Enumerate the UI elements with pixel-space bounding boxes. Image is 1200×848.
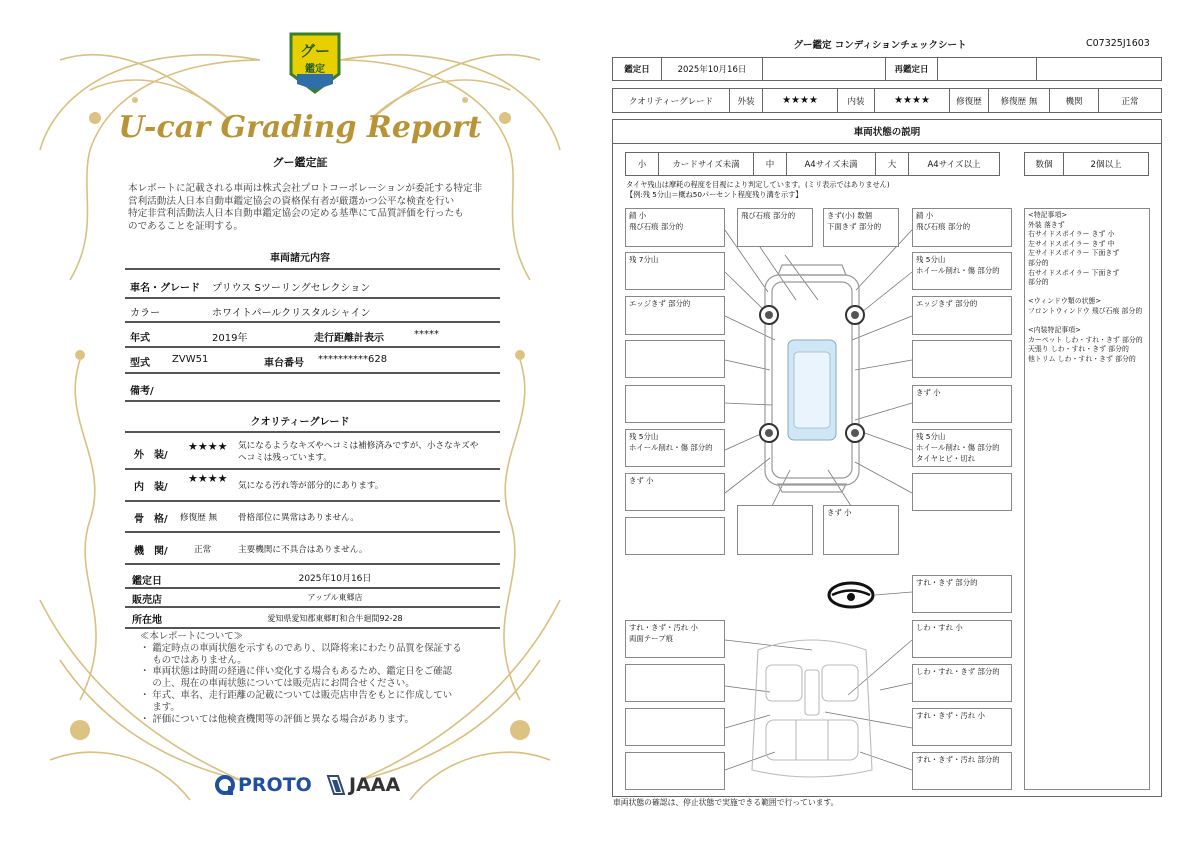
model-value: ZVW51 [172,354,209,365]
badge-top-text: グー [299,42,330,60]
remarks-label: 備考/ [130,386,154,397]
engine-label-cell: 機関 [1049,88,1099,113]
divider [125,372,500,374]
mileage-value: ***** [414,329,439,340]
count-value-cell: 2個以上 [1063,152,1149,176]
legend-large: 大 [875,152,909,176]
special-notes-panel: <特記事項> 外装 落きず 右サイドスポイラー きず 小 左サイドスポイラー きず 中 左サイドスポイラー 下面きず 部分的 右サイドスポイラー 下面きず 部分的 <ウィンドウ類の状態> フロントウィンドウ 飛び石痕 部分的 <内装特記事項> カーペット しわ・すれ・きず 部分的 天張り しわ・すれ・きず 部分的 他トリム しわ・すれ・きず 部分的 [1024,208,1150,790]
chassis-value: **********628 [318,354,388,365]
script-title: U-car Grading Report [118,109,482,145]
legend-large-desc: A4サイズ以上 [908,152,1000,176]
car-name-value: プリウス Sツーリングセレクション [212,283,371,294]
grade-label-cell: クオリティーグレード [612,88,730,113]
damage-box-trunk-right: すれ・きず・汚れ 部分的 [912,752,1012,790]
year-label: 年式 [130,333,150,344]
divider [125,431,500,433]
int-label-cell: 内装 [837,88,875,113]
divider [125,297,500,299]
damage-box-rear-left [625,517,725,555]
car-name-label: 車名・グレード [130,283,200,294]
damage-box-right-mid [912,340,1012,378]
divider [125,346,500,348]
proto-logo [214,772,312,798]
date-label-cell: 鑑定日 [612,57,662,81]
engine-value: 正常 [194,545,212,555]
sheet-footer: 車両状態の確認は、停止状態で実施できる範囲で行っています。 [613,798,839,807]
spec-heading: 車両諸元内容 [270,253,330,264]
interior-label: 内 装/ [134,482,168,493]
exterior-text: 気になるようなキズやヘコミは補修済みですが、小さなキズや ヘコミは残っています。 [238,441,479,463]
damage-box-front-left-spoiler: 錆 小 飛び石痕 部分的 [625,208,725,247]
sheet-code: C07325J1603 [1086,38,1150,49]
frame-text: 骨格部位に異常はありません。 [238,513,359,523]
exterior-stars: ★★★★ [188,440,228,453]
sheet-title: グー鑑定 コンディションチェックシート [793,40,967,51]
frame-label: 骨 格/ [134,514,168,525]
divider [125,627,500,629]
mileage-label: 走行距離計表示 [314,333,384,344]
damage-box-left-front-door: エッジきず 部分的 [625,296,725,335]
damage-box-front-seat-left [625,664,725,702]
divider [125,531,500,533]
jaaa-mark-icon [326,774,346,796]
damage-box-front-seat-right: しわ・すれ 小 [912,620,1012,658]
engine-label: 機 関/ [134,546,168,557]
legend-small: 小 [625,152,659,176]
damage-box-left-rear: きず 小 [625,473,725,511]
address-label: 所在地 [132,615,162,626]
int-stars-cell: ★★★★ [874,88,950,113]
interior-stars: ★★★★ [188,472,228,485]
quality-heading: クオリティーグレード [250,417,350,428]
count-label-cell: 数個 [1024,152,1064,176]
dealer-value: アップル東郷店 [307,593,363,602]
interior-text: 気になる汚れ等が部分的にあります。 [238,481,384,491]
damage-box-right-rear [912,473,1012,511]
damage-box-front-right-spoiler: 錆 小 飛び石痕 部分的 [912,208,1012,247]
damage-box-left-rear-door [625,385,725,423]
dealer-label: 販売店 [132,595,162,606]
damage-box-right-rear-door: きず 小 [912,385,1012,423]
divider [125,500,500,502]
goo-kantei-badge [287,30,343,96]
damage-box-tire-rr: 残 5分山 ホイール削れ・傷 部分的 タイヤヒビ・切れ [912,429,1012,467]
engine-text: 主要機関に不具合はありません。 [238,545,368,555]
ext-stars-cell: ★★★★ [762,88,838,113]
legend-small-desc: カードサイズ未満 [658,152,754,176]
year-value: 2019年 [212,333,248,344]
damage-box-console: しわ・すれ・きず 部分的 [912,664,1012,702]
color-label: カラー [130,308,160,319]
repair-label-cell: 修復歴 [949,88,989,113]
damage-box-dashboard: すれ・きず・汚れ 小 両面テープ痕 [625,620,725,658]
tire-note: タイヤ残山は摩耗の程度を目視により判定しています。(ミリ表示ではありません) 【例:残 5分山＝概ね50パーセント程度残り溝を示す】 [626,180,890,199]
color-value: ホワイトパールクリスタルシャイン [212,308,371,319]
intro-text: 本レポートに記載される車両は株式会社プロトコーポレーションが委託する特定非 営利活動法人日本自動車鑑定協会の資格保有者が厳選かつ公平な検査を行い 特定非営利活動法人日本自動車鑑定協会の定める基準にて品質評価を行ったも のであることを証明する。 [128,183,483,232]
engine-value-cell: 正常 [1098,88,1162,113]
frame-value: 修復歴 無 [180,513,218,523]
badge-bottom-text: 鑑定 [305,64,325,75]
damage-box-front-center: きず(小) 数個 下面きず 部分的 [823,208,899,247]
damage-box-rear-seat-center: すれ・きず・汚れ 小 [912,708,1012,746]
repair-value-cell: 修復歴 無 [988,88,1050,113]
damage-box-tire-rl: 残 5分山 ホイール削れ・傷 部分的 [625,429,725,467]
divider [125,606,500,608]
damage-box-rear-center [737,505,813,555]
proto-mark-icon [214,774,236,796]
damage-box-rear-bumper: きず 小 [823,505,899,555]
divider [125,468,500,470]
certificate-heading: グー鑑定証 [272,156,328,169]
steering-wheel-icon [829,583,873,607]
chassis-label: 車台番号 [264,358,304,369]
damage-box-tire-fl: 残 7分山 [625,252,725,290]
legend-medium-desc: A4サイズ未満 [786,152,876,176]
date-label: 鑑定日 [132,576,162,587]
reinspect-label-cell: 再鑑定日 [885,57,938,81]
damage-box-tire-fr: 残 5分山 ホイール削れ・傷 部分的 [912,252,1012,290]
proto-logo-text: PROTO [238,774,312,796]
jaaa-logo-text: JAAA [349,774,401,796]
jaaa-logo [326,772,400,798]
divider [125,268,500,270]
damage-box-bumper: 飛び石痕 部分的 [737,208,813,247]
section-title: 車両状態の説明 [612,119,1162,144]
damage-box-rear-seat-left [625,708,725,746]
damage-box-trunk-left [625,752,725,790]
address-value: 愛知県愛知郡東郷町和合牛廻間92-28 [267,614,403,623]
damage-box-steering: すれ・きず 部分的 [912,575,1012,613]
notice-block: ≪本レポートについて≫ ・ 鑑定時点の車両状態を示すものであり、以降将来にわたり品質を保証する ものではありません。 ・ 車両状態は時間の経過に伴い変化する場合もあるため、鑑定日をご確認 の上、現在の車両状態については販売店にお問合せください。 ・ 年式、車名、走行距離の記載については販売店申告をもとに作成してい ます。 ・ 評価については他検査機関等の評価と異なる場合があります。 [140,631,462,725]
divider [125,587,500,589]
legend-medium: 中 [753,152,787,176]
divider [125,321,500,323]
ext-label-cell: 外装 [729,88,763,113]
damage-box-right-front-door: エッジきず 部分的 [912,296,1012,335]
date-value-cell: 2025年10月16日 [661,57,763,81]
model-label: 型式 [130,358,150,369]
damage-box-left-mid [625,340,725,378]
divider [125,563,500,565]
condition-check-sheet [600,0,1200,848]
date-value: 2025年10月16日 [298,574,372,584]
exterior-label: 外 装/ [134,450,168,461]
divider [125,400,500,402]
